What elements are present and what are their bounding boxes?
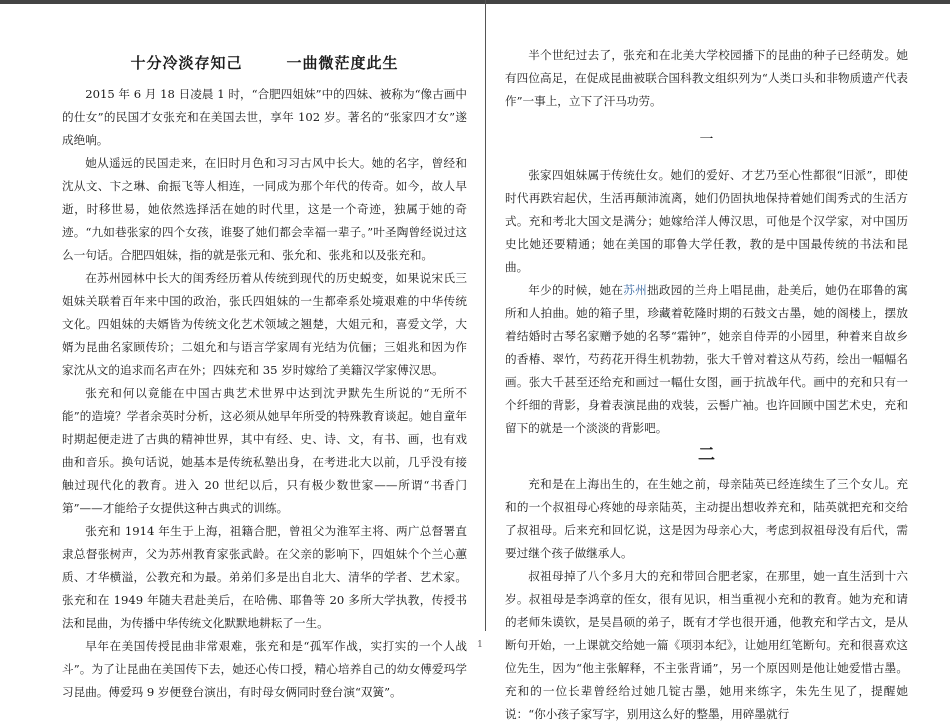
right-column — [505, 44, 908, 726]
paragraph: 充和是在上海出生的，在生她之前，母亲陆英已经连续生了三个女儿。充和的一个叔祖母心疼她的母亲陆英，主动提出想收养充和，陆英就把充和交给了叔祖母。后来充和回忆说，这是因为母亲心大，考虑到叔祖母没有后代，需要过继个孩子做继承人。 — [505, 477, 908, 560]
paragraph: 在苏州园林中长大的闺秀经历着从传统到现代的历史蜕变，如果说宋氏三姐妹关联着百年来中国的政治，张氏四姐妹的一生都牵系处境艰难的中华传统文化。四姐妹的夫婿皆为传统文化艺术领域之翘楚，大姐元和，喜爱文学，大婿为昆曲名家顾传玠；二姐允和与语言学家周有光结为伉俪；三姐兆和因为作家沈从文的追求而名声在外；四妹充和 35 岁时嫁给了美籍汉学家傅汉思。 — [62, 271, 467, 377]
paragraph: 半个世纪过去了，张充和在北美大学校园播下的昆曲的种子已经萌发。她有四位高足，在促成昆曲被联合国科教文组织列为“人类口头和非物质遗产代表作”一事上，立下了汗马功劳。 — [505, 48, 908, 108]
paragraph-text: 拙政园的兰舟上唱昆曲，赴美后，她仍在耶鲁的寓所和人拍曲。她的箱子里，珍藏着乾隆时期的石鼓文古墨，她的阁楼上，摆放着结婚时古琴名家赠予她的名琴“霜钟”，她亲自侍弄的小园里，种着来自故乡的香椿、翠竹，芍药花开得生机勃勃，张大千曾对着这从芍药，绘出一幅幅名画。张大千甚至还给充和画过一幅仕女图，画于抗战年代。画中的充和只有一个纤细的背影，身着表演昆曲的戏装，云髻广袖。也许回顾中国艺术史，充和留下的就是一个淡淡的背影吧。 — [505, 283, 908, 435]
paragraph: 张家四姐妹属于传统仕女。她们的爱好、才艺乃至心性都很“旧派”，即使时代再跌宕起伏，生活再颠沛流离，她们仍固执地保持着她们闺秀式的生活方式。充和考北大国文是满分；她嫁给洋人傅汉思，可他是个汉学家，对中国历史比她还要精通；她在美国的耶鲁大学任教，教的是中国最传统的书法和昆曲。 — [505, 168, 908, 274]
paragraph-text: 年少的时候，她在 — [528, 283, 624, 297]
title-part-2: 一曲微茫度此生 — [286, 54, 399, 72]
column-divider — [485, 0, 486, 631]
title-part-1: 十分冷淡存知己 — [130, 54, 243, 72]
left-column — [62, 52, 467, 704]
paragraph — [505, 279, 908, 440]
paragraph: 早年在美国传授昆曲非常艰难，张充和是“孤军作战，实打实的一个人战斗”。为了让昆曲在美国传下去，她还心传口授，精心培养自己的幼女傅爱玛学习昆曲。傅爱玛 9 岁便登台演出，有时母女俩同时登台演“双簧”。 — [62, 639, 467, 699]
paragraph: 她从遥远的民国走来，在旧时月色和习习古风中长大。她的名字，曾经和沈从文、卞之琳、俞振飞等人相连，一同成为那个年代的传奇。如今，故人早逝，时移世易，她依然选择活在她的时代里，这是一个奇迹，独属于她的奇迹。“九如巷张家的四个女孩，谁娶了她们都会幸福一辈子。”叶圣陶曾经说过这么一句话。合肥四姐妹，指的就是张元和、张允和、张兆和以及张充和。 — [62, 156, 467, 262]
paragraph: 张充和 1914 年生于上海，祖籍合肥，曾祖父为淮军主将、两广总督署直隶总督张树声，父为苏州教育家张武龄。在父亲的影响下，四姐妹个个兰心蕙质、才华横溢，公教充和为最。弟弟们多是出自北大、清华的学者、艺术家。张充和在 1949 年随夫君赴美后，在哈佛、耶鲁等 20 多所大学执教，传授书法和昆曲，为传播中华传统文化默默地耕耘了一生。 — [62, 524, 467, 630]
document-title — [62, 52, 467, 74]
section-heading-1: 一 — [699, 132, 714, 148]
paragraph: 2015 年 6 月 18 日凌晨 1 时，“合肥四姐妹”中的四妹、被称为“像古画中的仕女”的民国才女张充和在美国去世，享年 102 岁。著名的“张家四才女”遂成绝响。 — [62, 87, 467, 147]
page-number: 1 — [477, 640, 483, 650]
paragraph: 张充和何以竟能在中国古典艺术世界中达到沈尹默先生所说的“无所不能”的造境？学者余英时分析，这必须从她早年所受的特殊教育谈起。她自童年时期起便走进了古典的精神世界，其中有经、史、诗、文，有书、画，也有戏曲和音乐。换句话说，她基本是传统私塾出身，在考进北大以前，几乎没有接触过现代化的教育。进入 20 世纪以后，只有极少数世家——所谓“书香门第”——才能给子女提供这种古典式的训练。 — [62, 386, 467, 515]
page-top-rule — [0, 0, 950, 4]
paragraph: 叔祖母掉了八个多月大的充和带回合肥老家，在那里，她一直生活到十六岁。叔祖母是李鸿章的侄女，很有见识，相当重视小充和的教育。她为充和请的老师朱谟钦，是吴昌硕的弟子，既有才学也很开通，他教充和学古文，是从断句开始，一上课就交给她一篇《项羽本纪》，让她用红笔断句。充和很喜欢这位先生，因为“他主张解释，不主张背诵”，另一个原因则是他让她爱惜古墨。充和的一位长辈曾经给过她几锭古墨，她用来练字，朱先生见了，提醒她说：“你小孩子家写字，别用这么好的整墨，用碎墨就行 — [505, 569, 908, 721]
place-link: 苏州 — [623, 283, 647, 297]
section-heading-2: 二 — [698, 445, 715, 465]
